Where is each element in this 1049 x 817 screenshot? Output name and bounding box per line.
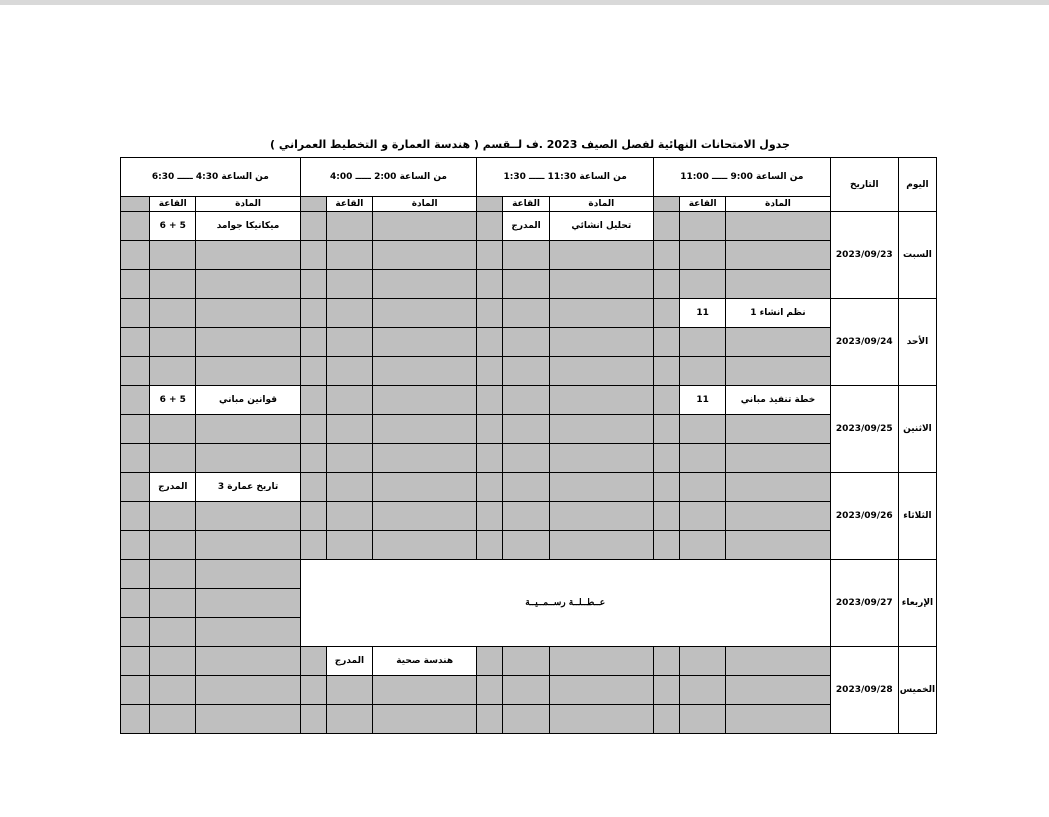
empty-cell	[300, 241, 326, 270]
empty-cell	[196, 705, 300, 734]
day-cell: السبت	[898, 212, 936, 299]
empty-cell	[726, 241, 830, 270]
empty-cell	[653, 212, 679, 241]
subject-header: المادة	[726, 197, 830, 212]
empty-cell	[150, 502, 196, 531]
exam-room: المدرج	[150, 473, 196, 502]
date-cell: 2023/09/25	[830, 386, 898, 473]
subject-header: المادة	[372, 197, 476, 212]
empty-cell	[680, 328, 726, 357]
top-border	[0, 0, 1049, 5]
empty-cell	[477, 357, 503, 386]
empty-cell	[477, 328, 503, 357]
spacer-cell	[653, 197, 679, 212]
empty-cell	[726, 502, 830, 531]
empty-cell	[121, 473, 150, 502]
slot-4-header: من الساعة 4:30 ـــــ 6:30	[121, 158, 301, 197]
empty-cell	[549, 270, 653, 299]
room-header: القاعة	[503, 197, 549, 212]
empty-cell	[549, 531, 653, 560]
exam-subject: هندسة صحية	[372, 647, 476, 676]
empty-cell	[326, 444, 372, 473]
empty-cell	[196, 415, 300, 444]
empty-cell	[503, 270, 549, 299]
room-header: القاعة	[150, 197, 196, 212]
empty-cell	[549, 241, 653, 270]
empty-cell	[503, 241, 549, 270]
day-header: اليوم	[898, 158, 936, 212]
empty-cell	[372, 676, 476, 705]
empty-cell	[150, 705, 196, 734]
empty-cell	[680, 241, 726, 270]
empty-cell	[300, 444, 326, 473]
empty-cell	[300, 212, 326, 241]
empty-cell	[653, 676, 679, 705]
empty-cell	[503, 444, 549, 473]
empty-cell	[196, 241, 300, 270]
empty-cell	[196, 328, 300, 357]
slot-3-header: من الساعة 2:00 ـــــ 4:00	[300, 158, 477, 197]
empty-cell	[150, 415, 196, 444]
empty-cell	[680, 647, 726, 676]
empty-cell	[372, 270, 476, 299]
empty-cell	[121, 212, 150, 241]
empty-cell	[326, 531, 372, 560]
exam-schedule-table	[120, 157, 937, 734]
empty-cell	[503, 386, 549, 415]
empty-cell	[326, 502, 372, 531]
empty-cell	[150, 270, 196, 299]
day-cell: الخميس	[898, 647, 936, 734]
empty-cell	[372, 502, 476, 531]
slot-2-header: من الساعة 11:30 ـــــ 1:30	[477, 158, 654, 197]
empty-cell	[653, 299, 679, 328]
empty-cell	[653, 502, 679, 531]
empty-cell	[372, 386, 476, 415]
empty-cell	[196, 502, 300, 531]
empty-cell	[653, 531, 679, 560]
empty-cell	[300, 270, 326, 299]
empty-cell	[503, 647, 549, 676]
empty-cell	[653, 270, 679, 299]
empty-cell	[503, 357, 549, 386]
empty-cell	[300, 705, 326, 734]
date-cell: 2023/09/26	[830, 473, 898, 560]
empty-cell	[196, 357, 300, 386]
exam-room: المدرج	[503, 212, 549, 241]
room-header: القاعة	[680, 197, 726, 212]
exam-room: المدرج	[326, 647, 372, 676]
spacer-cell	[300, 197, 326, 212]
empty-cell	[121, 676, 150, 705]
empty-cell	[121, 299, 150, 328]
empty-cell	[477, 473, 503, 502]
empty-cell	[196, 589, 300, 618]
empty-cell	[150, 299, 196, 328]
empty-cell	[477, 299, 503, 328]
empty-cell	[653, 241, 679, 270]
empty-cell	[372, 415, 476, 444]
empty-cell	[300, 676, 326, 705]
empty-cell	[150, 647, 196, 676]
empty-cell	[326, 328, 372, 357]
empty-cell	[121, 270, 150, 299]
empty-cell	[653, 473, 679, 502]
empty-cell	[680, 676, 726, 705]
empty-cell	[653, 357, 679, 386]
empty-cell	[326, 386, 372, 415]
empty-cell	[196, 270, 300, 299]
exam-subject: خطة تنفيذ مباني	[726, 386, 830, 415]
day-cell: الإربعاء	[898, 560, 936, 647]
date-header: التاريخ	[830, 158, 898, 212]
exam-room: 11	[680, 299, 726, 328]
empty-cell	[726, 531, 830, 560]
empty-cell	[477, 241, 503, 270]
empty-cell	[477, 531, 503, 560]
subject-header: المادة	[549, 197, 653, 212]
empty-cell	[326, 241, 372, 270]
empty-cell	[121, 386, 150, 415]
empty-cell	[196, 647, 300, 676]
empty-cell	[549, 415, 653, 444]
date-cell: 2023/09/28	[830, 647, 898, 734]
empty-cell	[477, 444, 503, 473]
empty-cell	[726, 705, 830, 734]
empty-cell	[196, 299, 300, 328]
empty-cell	[121, 444, 150, 473]
empty-cell	[503, 531, 549, 560]
empty-cell	[121, 647, 150, 676]
empty-cell	[326, 357, 372, 386]
empty-cell	[477, 386, 503, 415]
empty-cell	[121, 705, 150, 734]
exam-subject: ميكانيكا جوامد	[196, 212, 300, 241]
empty-cell	[121, 328, 150, 357]
empty-cell	[150, 676, 196, 705]
date-cell: 2023/09/27	[830, 560, 898, 647]
empty-cell	[653, 386, 679, 415]
empty-cell	[372, 444, 476, 473]
empty-cell	[549, 299, 653, 328]
empty-cell	[680, 212, 726, 241]
empty-cell	[503, 705, 549, 734]
empty-cell	[372, 241, 476, 270]
empty-cell	[549, 647, 653, 676]
empty-cell	[549, 357, 653, 386]
empty-cell	[150, 618, 196, 647]
empty-cell	[300, 647, 326, 676]
exam-room: 11	[680, 386, 726, 415]
empty-cell	[726, 473, 830, 502]
holiday-label: عــطــلــة رســمــيــة	[300, 560, 830, 647]
empty-cell	[121, 531, 150, 560]
empty-cell	[503, 415, 549, 444]
empty-cell	[372, 705, 476, 734]
empty-cell	[196, 444, 300, 473]
empty-cell	[653, 328, 679, 357]
empty-cell	[653, 647, 679, 676]
empty-cell	[326, 299, 372, 328]
empty-cell	[150, 328, 196, 357]
empty-cell	[680, 357, 726, 386]
empty-cell	[372, 357, 476, 386]
empty-cell	[477, 212, 503, 241]
empty-cell	[326, 473, 372, 502]
empty-cell	[326, 270, 372, 299]
empty-cell	[549, 705, 653, 734]
empty-cell	[372, 212, 476, 241]
empty-cell	[300, 473, 326, 502]
empty-cell	[549, 328, 653, 357]
empty-cell	[372, 473, 476, 502]
empty-cell	[653, 415, 679, 444]
empty-cell	[549, 502, 653, 531]
empty-cell	[300, 299, 326, 328]
day-cell: الثلاثاء	[898, 473, 936, 560]
slot-1-header: من الساعة 9:00 ـــــ 11:00	[653, 158, 830, 197]
empty-cell	[726, 647, 830, 676]
empty-cell	[503, 473, 549, 502]
empty-cell	[372, 299, 476, 328]
empty-cell	[653, 444, 679, 473]
empty-cell	[372, 531, 476, 560]
empty-cell	[549, 473, 653, 502]
empty-cell	[121, 241, 150, 270]
empty-cell	[680, 502, 726, 531]
page-title: جدول الامتحانات النهائية لفصل الصيف 2023 .ف لــقسم ( هندسة العمارة و التخطيط العمراني )	[270, 138, 790, 151]
empty-cell	[300, 328, 326, 357]
empty-cell	[121, 589, 150, 618]
exam-subject: نظم انشاء 1	[726, 299, 830, 328]
empty-cell	[196, 560, 300, 589]
spacer-cell	[121, 197, 150, 212]
empty-cell	[680, 415, 726, 444]
empty-cell	[150, 531, 196, 560]
empty-cell	[196, 676, 300, 705]
empty-cell	[503, 502, 549, 531]
room-header: القاعة	[326, 197, 372, 212]
date-cell: 2023/09/23	[830, 212, 898, 299]
empty-cell	[680, 270, 726, 299]
empty-cell	[680, 531, 726, 560]
exam-subject: تاريخ عمارة 3	[196, 473, 300, 502]
empty-cell	[326, 676, 372, 705]
empty-cell	[653, 705, 679, 734]
empty-cell	[150, 357, 196, 386]
empty-cell	[300, 386, 326, 415]
empty-cell	[150, 560, 196, 589]
empty-cell	[503, 328, 549, 357]
empty-cell	[726, 676, 830, 705]
exam-subject: تحليل انشائي	[549, 212, 653, 241]
empty-cell	[372, 328, 476, 357]
empty-cell	[477, 647, 503, 676]
empty-cell	[503, 299, 549, 328]
exam-room: 5 + 6	[150, 212, 196, 241]
empty-cell	[150, 444, 196, 473]
empty-cell	[326, 705, 372, 734]
day-cell: الاثنين	[898, 386, 936, 473]
date-cell: 2023/09/24	[830, 299, 898, 386]
empty-cell	[121, 502, 150, 531]
empty-cell	[300, 502, 326, 531]
empty-cell	[477, 270, 503, 299]
empty-cell	[477, 502, 503, 531]
empty-cell	[726, 357, 830, 386]
empty-cell	[150, 589, 196, 618]
empty-cell	[121, 560, 150, 589]
empty-cell	[726, 415, 830, 444]
empty-cell	[726, 444, 830, 473]
empty-cell	[300, 415, 326, 444]
empty-cell	[503, 676, 549, 705]
empty-cell	[549, 386, 653, 415]
empty-cell	[549, 676, 653, 705]
empty-cell	[150, 241, 196, 270]
day-cell: الأحد	[898, 299, 936, 386]
empty-cell	[726, 212, 830, 241]
empty-cell	[196, 531, 300, 560]
empty-cell	[680, 444, 726, 473]
empty-cell	[726, 328, 830, 357]
exam-subject: قوانين مباني	[196, 386, 300, 415]
spacer-cell	[477, 197, 503, 212]
empty-cell	[121, 618, 150, 647]
exam-room: 5 + 6	[150, 386, 196, 415]
subject-header: المادة	[196, 197, 300, 212]
empty-cell	[477, 415, 503, 444]
empty-cell	[549, 444, 653, 473]
empty-cell	[300, 531, 326, 560]
empty-cell	[300, 357, 326, 386]
empty-cell	[326, 415, 372, 444]
empty-cell	[477, 705, 503, 734]
empty-cell	[326, 212, 372, 241]
empty-cell	[477, 676, 503, 705]
empty-cell	[726, 270, 830, 299]
empty-cell	[121, 357, 150, 386]
empty-cell	[121, 415, 150, 444]
empty-cell	[680, 473, 726, 502]
empty-cell	[680, 705, 726, 734]
empty-cell	[196, 618, 300, 647]
